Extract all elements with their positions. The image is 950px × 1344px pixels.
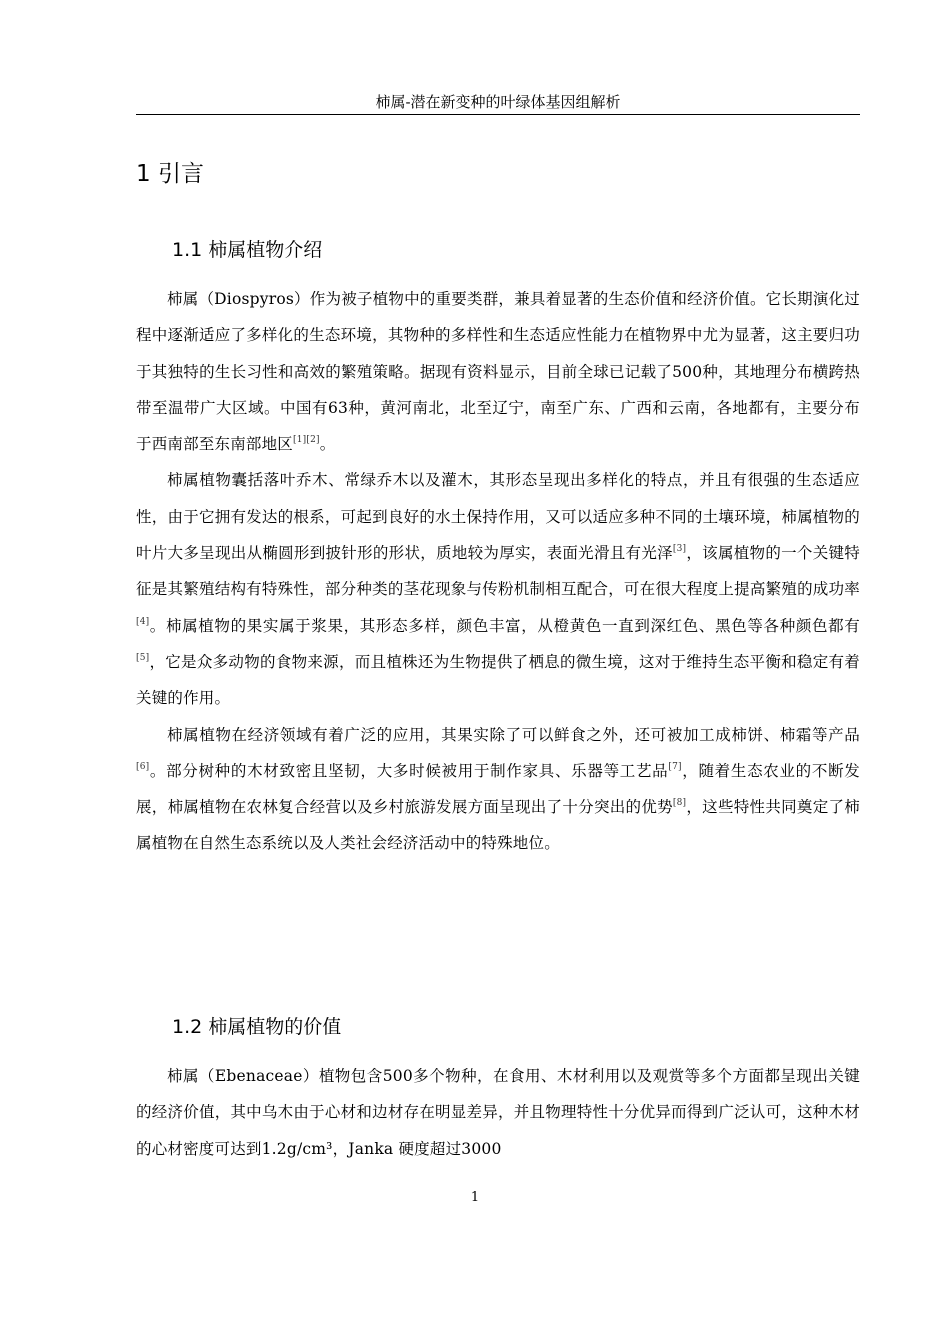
paragraph-text: 柿属植物在经济领域有着广泛的应用，其果实除了可以鲜食之外，还可被加工成柿饼、柿霜等产品 [167,725,860,744]
paragraph-text: ，随着生态农业的不断发展，柿属植物在农林复合经营以及乡村旅游发展方面呈现出了十分突出的优势 [136,761,860,817]
header-rule [136,114,860,115]
paragraph [136,717,860,862]
citation: [5] [136,652,150,663]
section-1-1-body [136,281,860,862]
citation: [1][2] [293,435,320,446]
paragraph [136,462,860,716]
subsection-heading-diospyros-intro: 1.1 柿属植物介绍 [172,239,323,261]
paragraph-text: 。柿属植物的果实属于浆果，其形态多样，颜色丰富，从橙黄色一直到深红色、黑色等各种颜色都有 [149,616,860,635]
citation: [4] [136,616,150,627]
paragraph-text: 。部分树种的木材致密且坚韧，大多时候被用于制作家具、乐器等工艺品 [149,761,669,780]
paragraph-text: 柿属（Diospyros）作为被子植物中的重要类群，兼具着显著的生态价值和经济价值。它长期演化过程中逐渐适应了多样化的生态环境，其物种的多样性和生态适应性能力在植物界中尤为显著，这主要归功于其独特的生长习性和高效的繁殖策略。据现有资料显示，目前全球已记载了500种，其地理分布横跨热带至温带广大区域。中国有63种，黄河南北，北至辽宁，南至广东、广西和云南，各地都有，主要分布于西南部至东南部地区 [136,290,860,454]
paragraph-text: 柿属植物囊括落叶乔木、常绿乔木以及灌木，其形态呈现出多样化的特点，并且有很强的生态适应性，由于它拥有发达的根系，可起到良好的水土保持作用，又可以适应多种不同的土壤环境，柿属植物的叶片大多呈现出从椭圆形到披针形的形状，质地较为厚实，表面光滑且有光泽 [136,471,860,563]
citation: [3] [672,544,687,555]
paragraph-text: ，该属植物的一个关键特征是其繁殖结构有特殊性，部分种类的茎花现象与传粉机制相互配合，可在很大程度上提高繁殖的成功率 [136,544,860,599]
paragraph: 柿属（Ebenaceae）植物包含500多个物种，在食用、木材利用以及观赏等多个方面都呈现出关键的经济价值，其中乌木由于心材和边材存在明显差异，并且物理特性十分优异而得到广泛认可，这种木材的心材密度可达到1.2g/cm³，Janka 硬度超过3000 [136,1067,860,1158]
citation: [7] [668,761,682,772]
citation: [6] [136,761,150,772]
running-header: 柿属-潜在新变种的叶绿体基因组解析 [375,93,621,111]
paragraph-text: ，它是众多动物的食物来源，而且植株还为生物提供了栖息的微生境，这对于维持生态平衡和稳定有着关键的作用。 [136,652,860,708]
paragraph [136,281,860,462]
section-heading-introduction: 1 引言 [136,161,204,187]
paragraph-text: 。 [319,435,336,454]
paragraph-text: ，这些特性共同奠定了柿属植物在自然生态系统以及人类社会经济活动中的特殊地位。 [136,798,860,853]
citation: [8] [672,798,687,809]
section-1-2-body [136,1058,860,1167]
page-number: 1 [470,1190,480,1205]
subsection-heading-diospyros-value: 1.2 柿属植物的价值 [172,1016,342,1038]
